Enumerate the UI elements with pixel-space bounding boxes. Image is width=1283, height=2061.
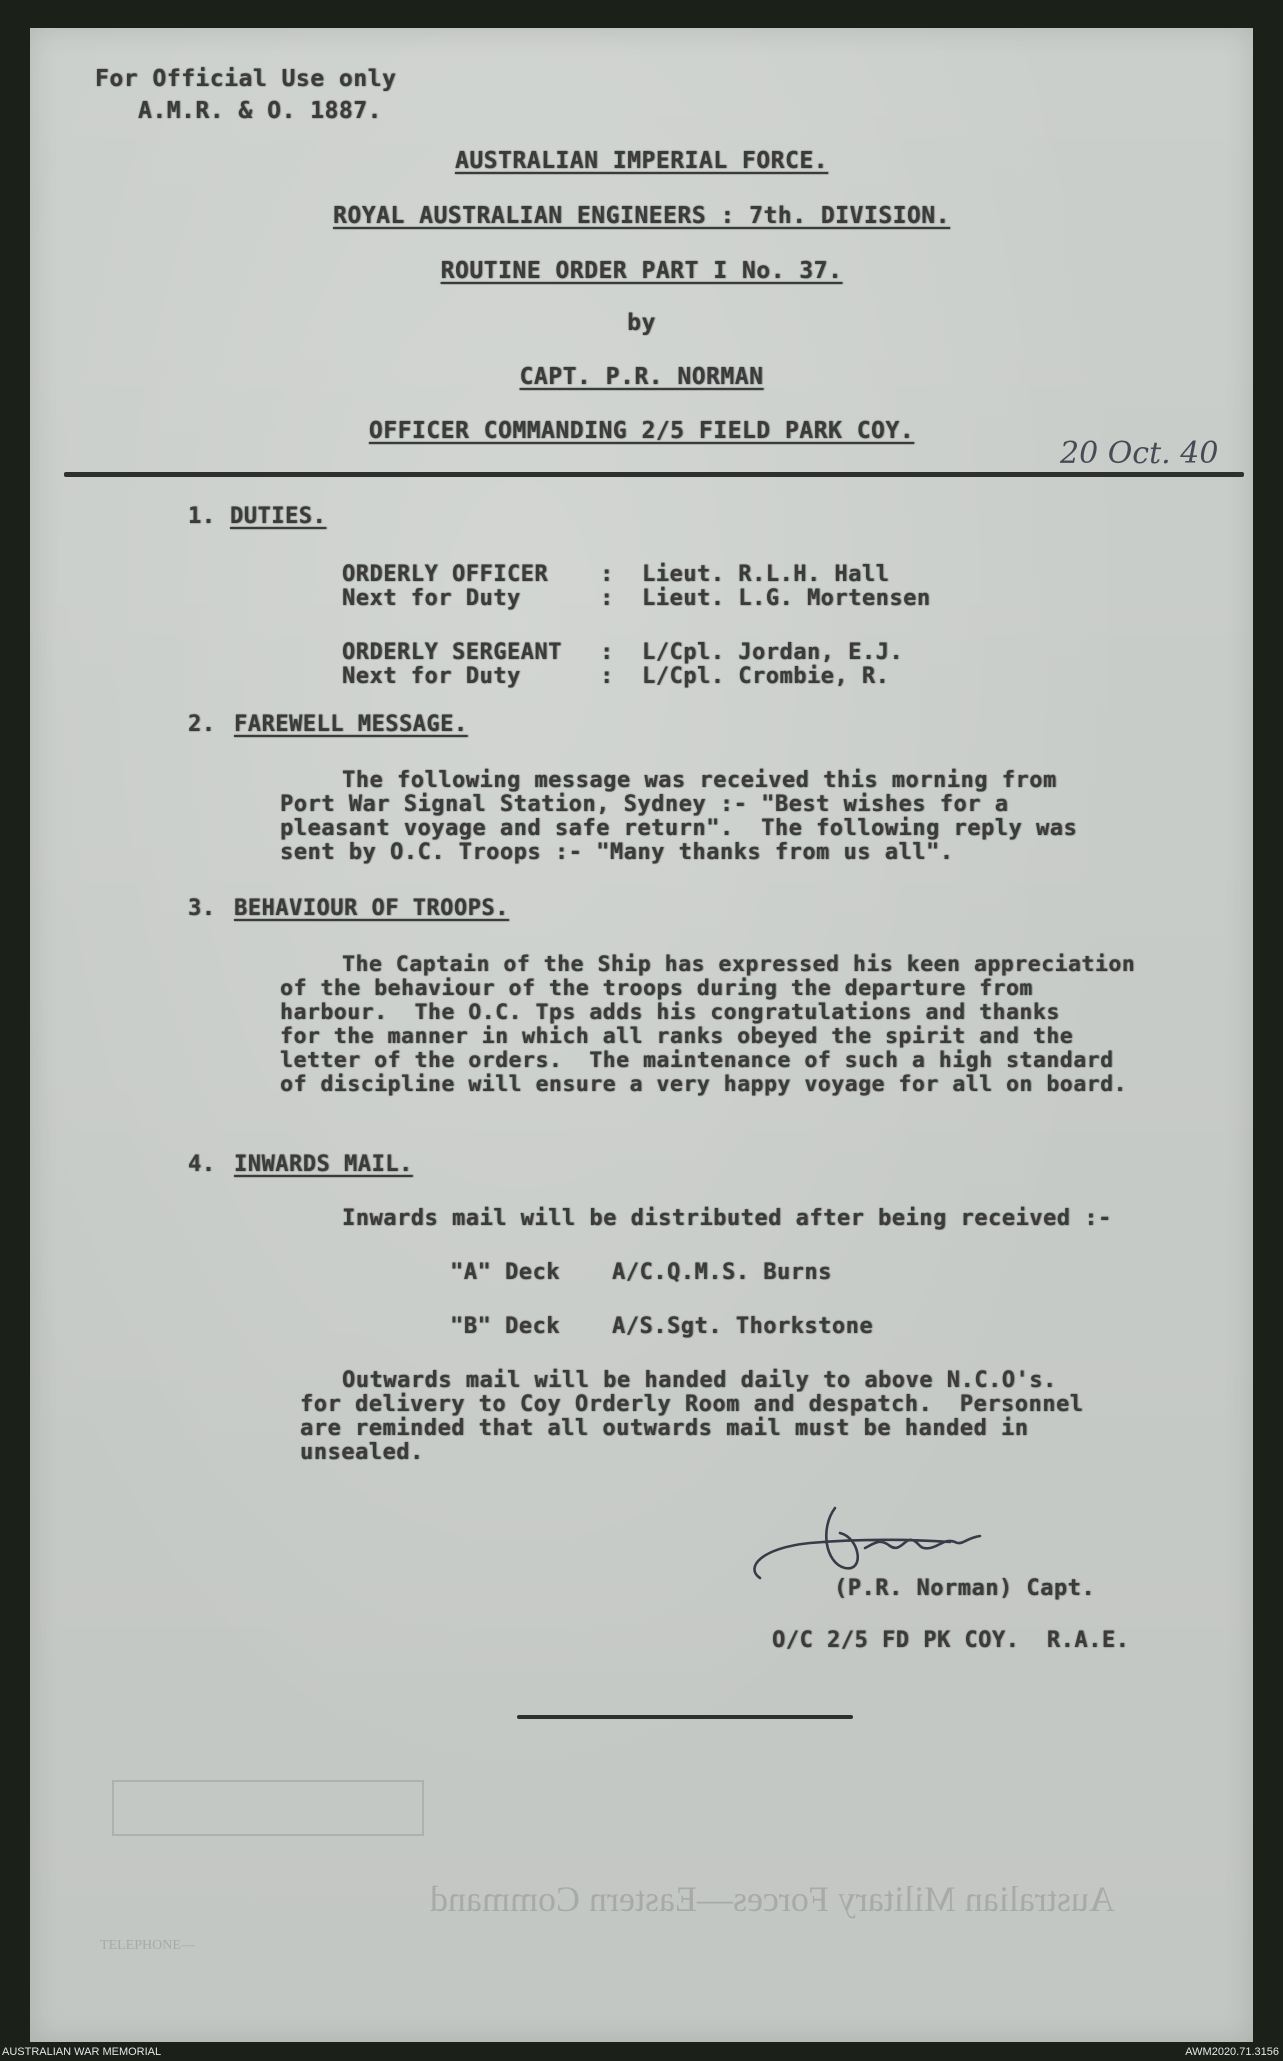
title-by: by [627, 310, 656, 336]
mail-deck-a: "A" Deck [450, 1260, 560, 1285]
ghost-letterhead: Australian Military Forces—Eastern Command [430, 1879, 1115, 1919]
farewell-line-1: The following message was received this morning from [342, 768, 1057, 793]
section-4-heading: INWARDS MAIL. [234, 1152, 413, 1177]
behaviour-line-3: harbour. The O.C. Tps adds his congratulations and thanks [280, 1000, 1060, 1025]
official-use-line-2: A.M.R. & O. 1887. [138, 98, 382, 124]
behaviour-line-6: of discipline will ensure a very happy voyage for all on board. [280, 1072, 1127, 1097]
duty-name-4: L/Cpl. Crombie, R. [642, 664, 890, 689]
signature-unit: O/C 2/5 FD PK COY. R.A.E. [772, 1628, 1130, 1653]
duty-name-1: Lieut. R.L.H. Hall [642, 562, 890, 587]
footer-credit: AUSTRALIAN WAR MEMORIAL [2, 2046, 162, 2058]
duty-name-2: Lieut. L.G. Mortensen [642, 586, 931, 611]
outwards-line-4: unsealed. [300, 1440, 424, 1465]
duty-role-3: ORDERLY SERGEANT [342, 640, 562, 665]
mail-deck-b-person: A/S.Sgt. Thorkstone [612, 1314, 874, 1339]
outwards-line-1: Outwards mail will be handed daily to above N.C.O's. [342, 1368, 1057, 1393]
section-2-number: 2. [188, 712, 216, 737]
section-1-number: 1. [188, 504, 216, 529]
title-routine-order: ROUTINE ORDER PART I No. 37. [440, 258, 843, 284]
title-officer: CAPT. P.R. NORMAN [519, 364, 764, 390]
footer-reference: AWM2020.71.3156 [1185, 2046, 1279, 2058]
section-1-heading: DUTIES. [230, 504, 327, 529]
section-3-number: 3. [188, 896, 216, 921]
closing-rule [517, 1715, 853, 1719]
title-command: OFFICER COMMANDING 2/5 FIELD PARK COY. [368, 418, 915, 444]
duty-sep-4: : [600, 664, 614, 689]
handwritten-date: 20 Oct. 40 [1060, 436, 1219, 471]
duty-role-1: ORDERLY OFFICER [342, 562, 549, 587]
behaviour-line-4: for the manner in which all ranks obeyed the spirit and the [280, 1024, 1074, 1049]
ghost-telephone: TELEPHONE— [100, 1938, 195, 1953]
ghost-box [112, 1780, 424, 1836]
signature-name: (P.R. Norman) Capt. [834, 1576, 1096, 1601]
mail-deck-a-person: A/C.Q.M.S. Burns [612, 1260, 832, 1285]
outwards-line-2: for delivery to Coy Orderly Room and despatch. Personnel [300, 1392, 1084, 1417]
duty-sep-3: : [600, 640, 614, 665]
header-divider [64, 472, 1244, 477]
title-rae: ROYAL AUSTRALIAN ENGINEERS : 7th. DIVISION. [333, 203, 950, 229]
outwards-line-3: are reminded that all outwards mail must be handed in [300, 1416, 1029, 1441]
behaviour-line-1: The Captain of the Ship has expressed his keen appreciation [342, 952, 1136, 977]
duty-sep-1: : [600, 562, 614, 587]
mail-deck-b: "B" Deck [450, 1314, 560, 1339]
official-use-line-1: For Official Use only [95, 66, 397, 92]
behaviour-line-5: letter of the orders. The maintenance of such a high standard [280, 1048, 1114, 1073]
behaviour-line-2: of the behaviour of the troops during the departure from [280, 976, 1033, 1001]
farewell-line-3: pleasant voyage and safe return". The following reply was [280, 816, 1078, 841]
farewell-line-2: Port War Signal Station, Sydney :- "Best wishes for a [280, 792, 1009, 817]
signature-text: Norman [970, 1518, 1029, 1534]
duty-role-4: Next for Duty [342, 664, 521, 689]
duty-role-2: Next for Duty [342, 586, 521, 611]
document-page [30, 28, 1253, 2042]
farewell-line-4: sent by O.C. Troops :- "Many thanks from us all". [280, 840, 954, 865]
duty-name-3: L/Cpl. Jordan, E.J. [642, 640, 904, 665]
title-aif: AUSTRALIAN IMPERIAL FORCE. [454, 148, 829, 174]
section-2-heading: FAREWELL MESSAGE. [234, 712, 468, 737]
mail-intro: Inwards mail will be distributed after being received :- [342, 1206, 1112, 1231]
section-3-heading: BEHAVIOUR OF TROOPS. [234, 896, 509, 921]
section-4-number: 4. [188, 1152, 216, 1177]
duty-sep-2: : [600, 586, 614, 611]
